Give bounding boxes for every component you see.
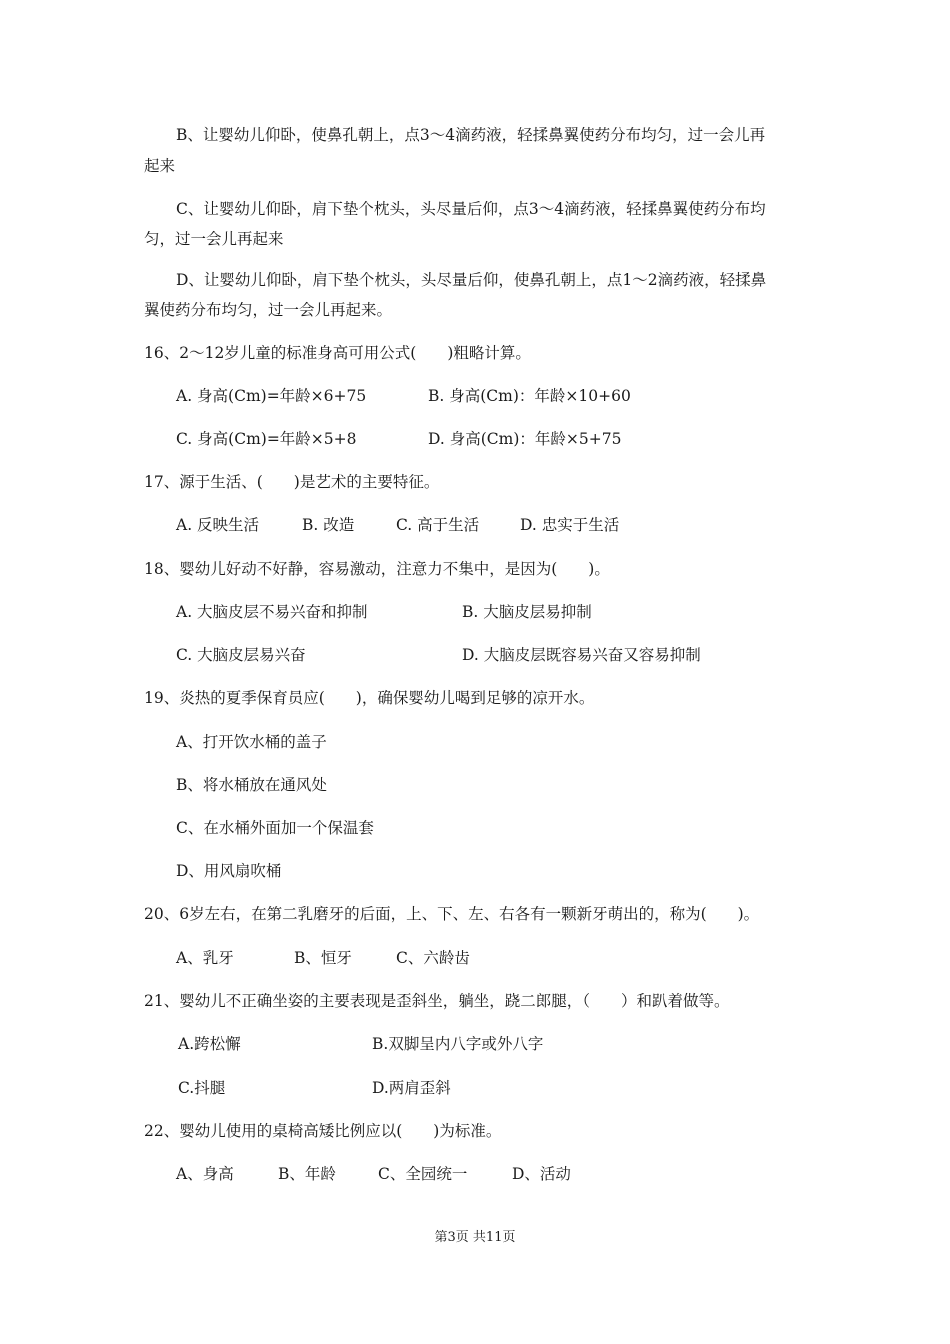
q19-option-a: A、打开饮水桶的盖子 xyxy=(176,733,327,751)
q17-option-b: B. 改造 xyxy=(302,516,355,534)
page-footer: 第3页 共11页 xyxy=(434,1230,516,1245)
q21-option-c: C.抖腿 xyxy=(178,1079,226,1097)
q20-option-a: A、乳牙 xyxy=(176,949,234,967)
q20-option-b: B、恒牙 xyxy=(294,949,352,967)
q20-stem: 20、6岁左右，在第二乳磨牙的后面，上、下、左、右各有一颗新牙萌出的，称为( )。 xyxy=(144,905,760,923)
q15-option-d-line2: 翼使药分布均匀，过一会儿再起来。 xyxy=(144,301,393,319)
q22-option-b: B、年龄 xyxy=(278,1165,336,1183)
q15-option-d-line1: D、让婴幼儿仰卧，肩下垫个枕头，头尽量后仰，使鼻孔朝上，点1～2滴药液，轻揉鼻 xyxy=(176,271,767,289)
q16-option-c: C. 身高(Cm)=年龄×5+8 xyxy=(176,430,357,448)
q15-option-b-line1: B、让婴幼儿仰卧，使鼻孔朝上，点3～4滴药液，轻揉鼻翼使药分布均匀，过一会儿再 xyxy=(176,126,766,144)
q16-stem: 16、2～12岁儿童的标准身高可用公式( )粗略计算。 xyxy=(144,344,531,362)
q19-option-b: B、将水桶放在通风处 xyxy=(176,776,327,794)
q19-option-c: C、在水桶外面加一个保温套 xyxy=(176,819,374,837)
q21-option-d: D.两肩歪斜 xyxy=(372,1079,451,1097)
q22-stem: 22、婴幼儿使用的桌椅高矮比例应以( )为标准。 xyxy=(144,1122,502,1140)
q18-option-a: A. 大脑皮层不易兴奋和抑制 xyxy=(176,603,368,621)
q18-stem: 18、婴幼儿好动不好静，容易激动，注意力不集中，是因为( )。 xyxy=(144,560,610,578)
q19-stem: 19、炎热的夏季保育员应( )，确保婴幼儿喝到足够的凉开水。 xyxy=(144,689,595,707)
q22-option-c: C、全园统一 xyxy=(378,1165,468,1183)
q17-option-a: A. 反映生活 xyxy=(176,516,260,534)
q15-option-c-line2: 匀，过一会儿再起来 xyxy=(144,230,284,248)
q15-option-b-line2: 起来 xyxy=(144,157,176,175)
q15-option-c-line1: C、让婴幼儿仰卧，肩下垫个枕头，头尽量后仰，点3～4滴药液，轻揉鼻翼使药分布均 xyxy=(176,200,766,218)
q16-option-a: A. 身高(Cm)=年龄×6+75 xyxy=(176,387,367,405)
q17-stem: 17、源于生活、( )是艺术的主要特征。 xyxy=(144,473,440,491)
q22-option-a: A、身高 xyxy=(176,1165,234,1183)
q18-option-d: D. 大脑皮层既容易兴奋又容易抑制 xyxy=(462,646,701,664)
q21-option-b: B.双脚呈内八字或外八字 xyxy=(372,1035,544,1053)
q20-option-c: C、六龄齿 xyxy=(396,949,470,967)
q21-option-a: A.跨松懈 xyxy=(178,1035,241,1053)
q16-option-d: D. 身高(Cm)：年龄×5+75 xyxy=(428,430,622,448)
q16-option-b: B. 身高(Cm)：年龄×10+60 xyxy=(428,387,631,405)
q22-option-d: D、活动 xyxy=(512,1165,571,1183)
q17-option-d: D. 忠实于生活 xyxy=(520,516,620,534)
q17-option-c: C. 高于生活 xyxy=(396,516,480,534)
q18-option-c: C. 大脑皮层易兴奋 xyxy=(176,646,306,664)
q21-stem: 21、婴幼儿不正确坐姿的主要表现是歪斜坐，躺坐，跷二郎腿，（ ）和趴着做等。 xyxy=(144,992,730,1010)
q19-option-d: D、用风扇吹桶 xyxy=(176,862,282,880)
q18-option-b: B. 大脑皮层易抑制 xyxy=(462,603,592,621)
